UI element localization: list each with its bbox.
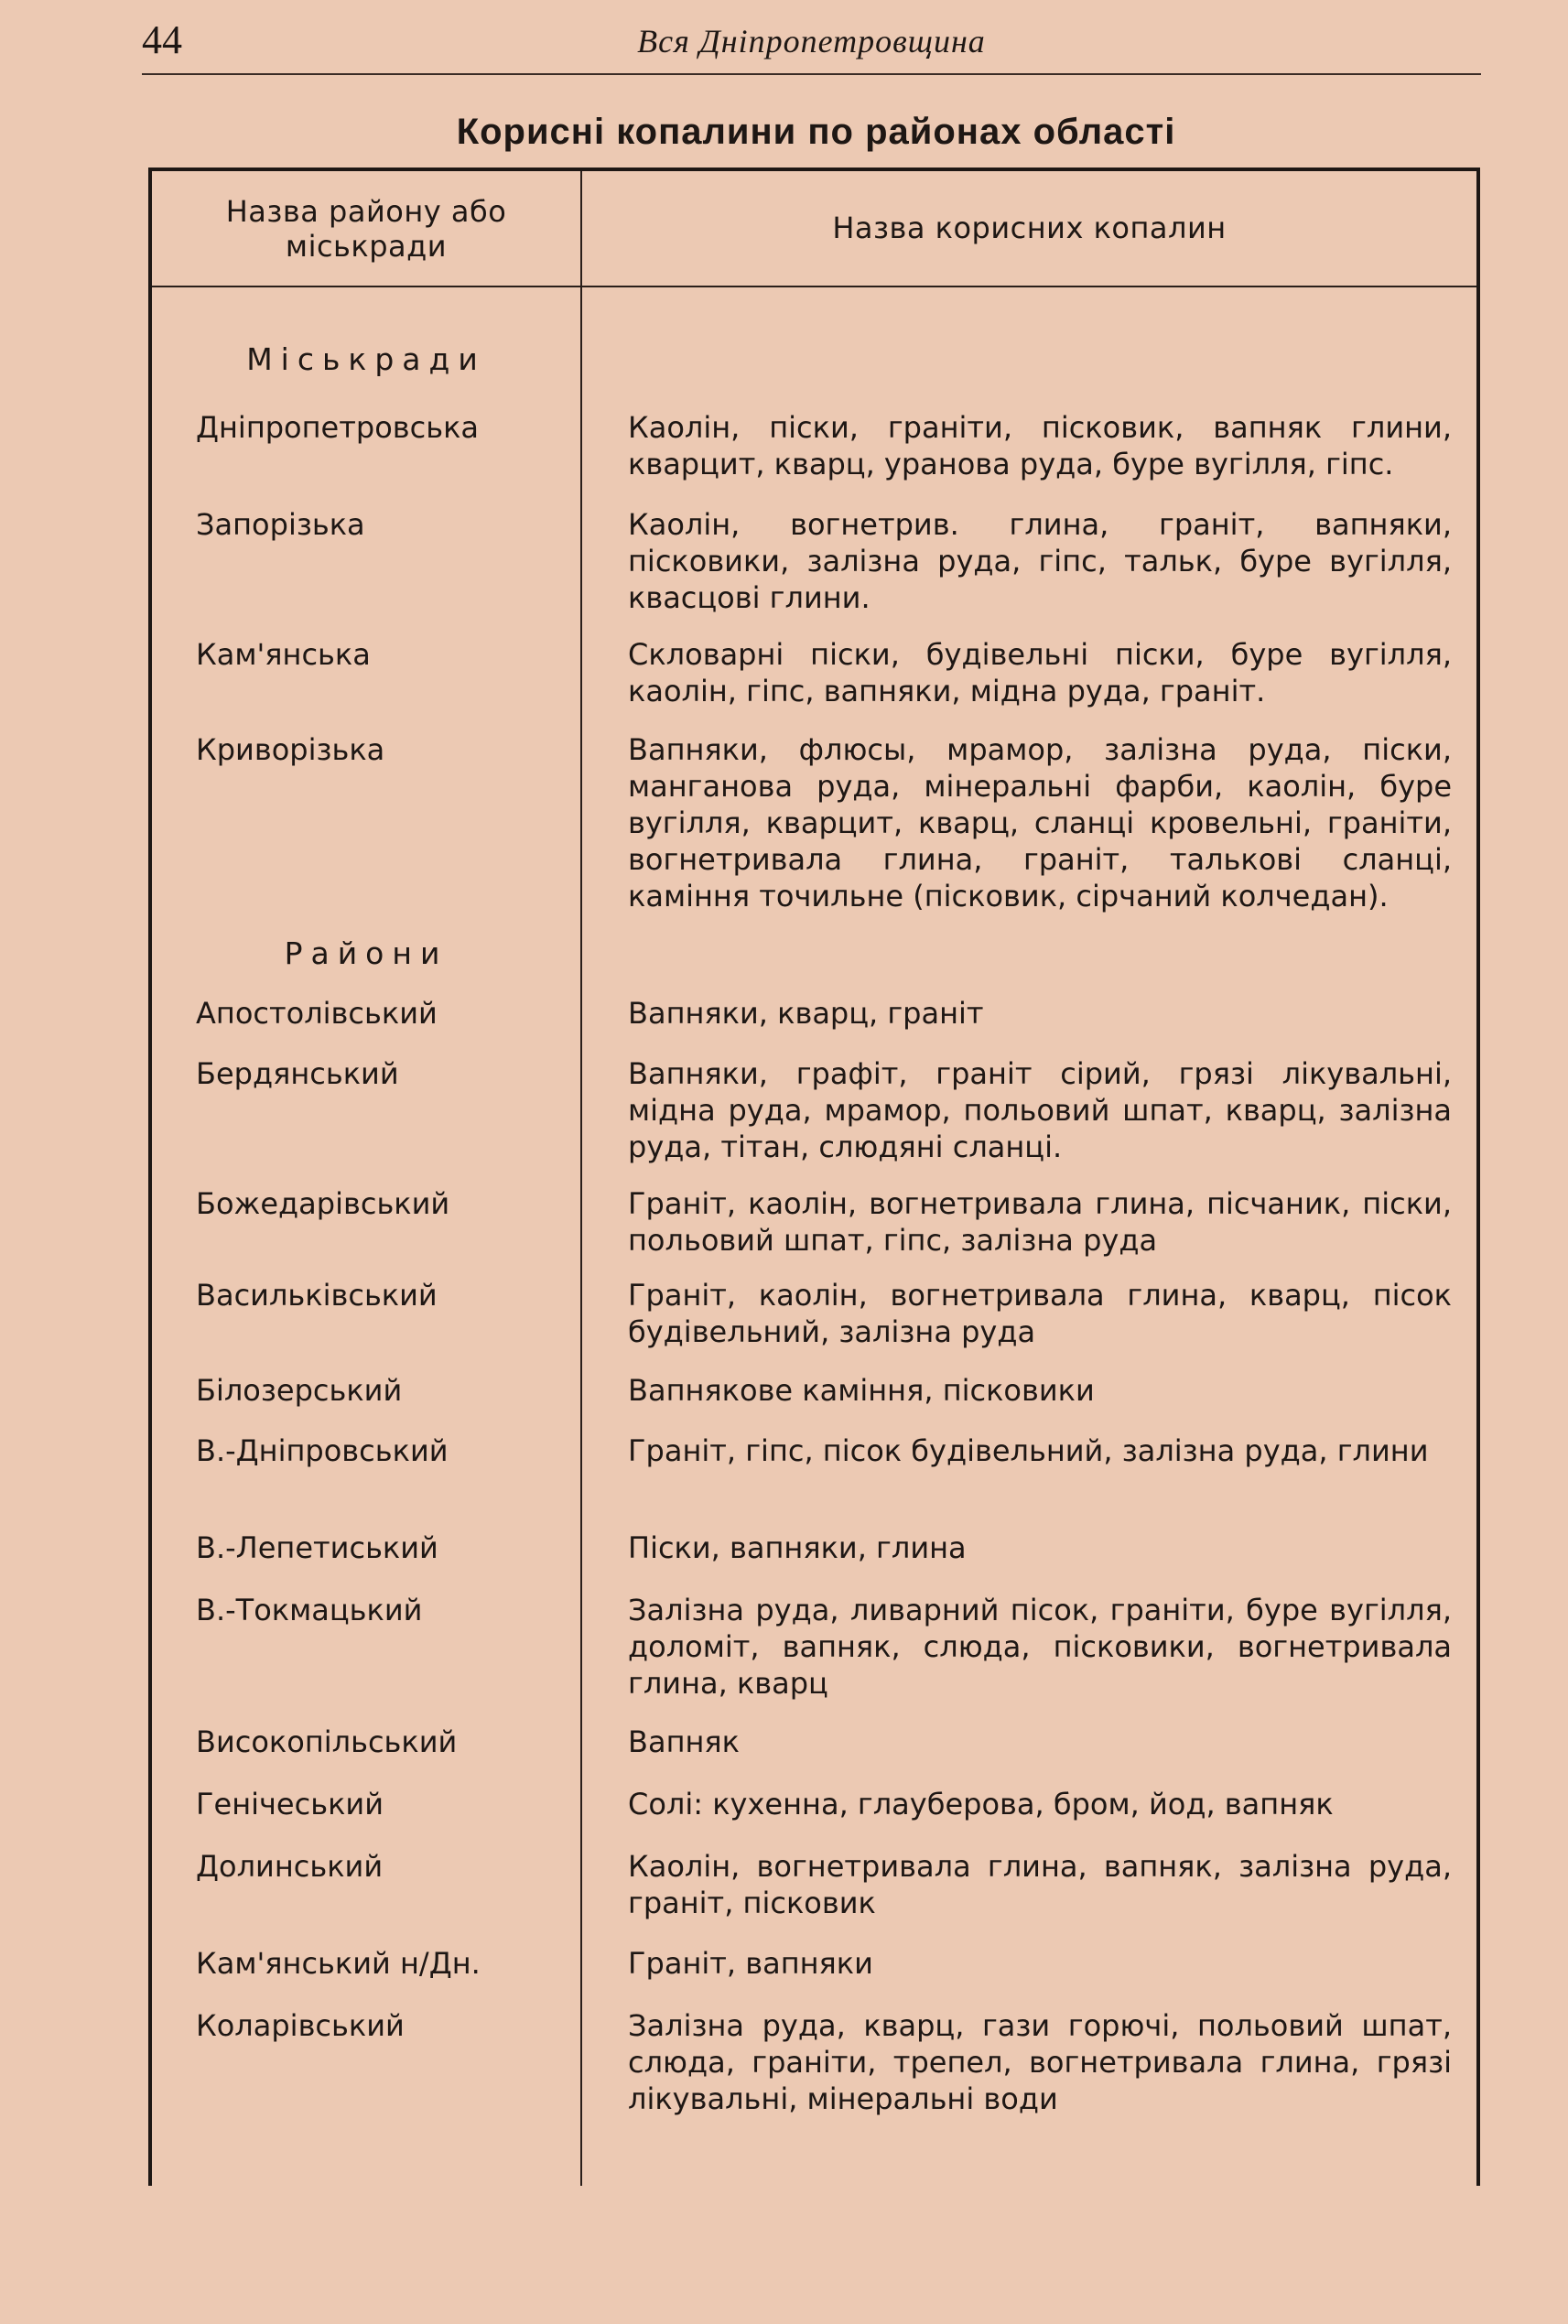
mineral-list: Граніт, каолін, вогнетривала глина, кварц, пісок будівельний, залізна руда	[628, 1278, 1452, 1349]
district-name: Білозерський	[196, 1373, 403, 1408]
district-name: Криворізька	[196, 732, 385, 767]
section-title-city-councils: Міськради	[246, 341, 486, 377]
district-name: Долинський	[196, 1849, 384, 1884]
mineral-list: Граніт, гіпс, пісок будівельний, залізна руда, глини	[628, 1433, 1429, 1468]
mineral-list: Скловарні піски, будівельні піски, буре вугілля, каолін, гіпс, вапняки, мідна руда, граніт.	[628, 637, 1452, 708]
district-name: В.-Токмацький	[196, 1593, 423, 1627]
district-name: Кам'янський н/Дн.	[196, 1946, 481, 1981]
district-name: Коларівський	[196, 2008, 405, 2043]
district-name: В.-Лепетиський	[196, 1530, 438, 1565]
district-name: Генічеський	[196, 1787, 384, 1821]
district-name: Запорізька	[196, 507, 365, 542]
minerals-table	[148, 168, 1480, 2186]
header-row-rule	[152, 286, 1476, 287]
column-header-district: Назва району або міськради	[225, 194, 507, 264]
mineral-list: Граніт, каолін, вогнетривала глина, пісчаник, піски, польовий шпат, гіпс, залізна руда	[628, 1186, 1452, 1258]
mineral-list: Вапняки, флюсы, мрамор, залізна руда, піски, манганова руда, мінеральні фарби, каолін, буре вугілля, кварцит, кварц, сланці кровельні, граніти, вогнетривала глина, граніт, талькові сланці, каміння точильне (пісковик, сірчаний колчедан).	[628, 732, 1452, 913]
mineral-list: Вапняки, графіт, граніт сірий, грязі лікувальні, мідна руда, мрамор, польовий шпат, кварц, залізна руда, тітан, слюдяні сланці.	[628, 1056, 1452, 1164]
mineral-list: Залізна руда, кварц, гази горючі, польовий шпат, слюда, граніти, трепел, вогнетривала глина, грязі лікувальні, мінеральні води	[628, 2008, 1452, 2116]
mineral-list: Залізна руда, ливарний пісок, граніти, буре вугілля, доломіт, вапняк, слюда, пісковики, вогнетривала глина, кварц	[628, 1593, 1452, 1701]
mineral-list: Солі: кухенна, глауберова, бром, йод, вапняк	[628, 1787, 1334, 1821]
mineral-list: Вапнякове каміння, пісковики	[628, 1373, 1095, 1408]
district-name: Високопільський	[196, 1724, 458, 1759]
district-name: Апостолівський	[196, 996, 438, 1031]
section-title-districts: Райони	[284, 935, 449, 971]
table-title: Корисні копалини по районах області	[456, 112, 1176, 152]
district-name: В.-Дніпровський	[196, 1433, 449, 1468]
mineral-list: Піски, вапняки, глина	[628, 1530, 967, 1565]
district-name: Бердянський	[196, 1056, 399, 1091]
column-divider	[580, 171, 582, 2186]
district-name: Кам'янська	[196, 637, 371, 672]
page-number: 44	[142, 17, 182, 62]
mineral-list: Каолін, вогнетрив. глина, граніт, вапняки, пісковики, залізна руда, гіпс, тальк, буре вугілля, квасцові глини.	[628, 507, 1452, 615]
column-header-minerals: Назва корисних копалин	[832, 211, 1227, 245]
page-header	[142, 16, 1481, 71]
mineral-list: Вапняки, кварц, граніт	[628, 996, 984, 1031]
district-name: Васильківський	[196, 1278, 438, 1313]
running-title: Вся Дніпропетровщина	[637, 23, 986, 59]
header-rule	[142, 73, 1481, 75]
mineral-list: Каолін, вогнетривала глина, вапняк, залізна руда, граніт, пісковик	[628, 1849, 1452, 1920]
mineral-list: Вапняк	[628, 1724, 740, 1759]
mineral-list: Каолін, піски, граніти, пісковик, вапняк глини, кварцит, кварц, уранова руда, буре вугілля, гіпс.	[628, 410, 1452, 481]
mineral-list: Граніт, вапняки	[628, 1946, 873, 1981]
district-name: Дніпропетровська	[196, 410, 480, 445]
district-name: Божедарівський	[196, 1186, 450, 1221]
